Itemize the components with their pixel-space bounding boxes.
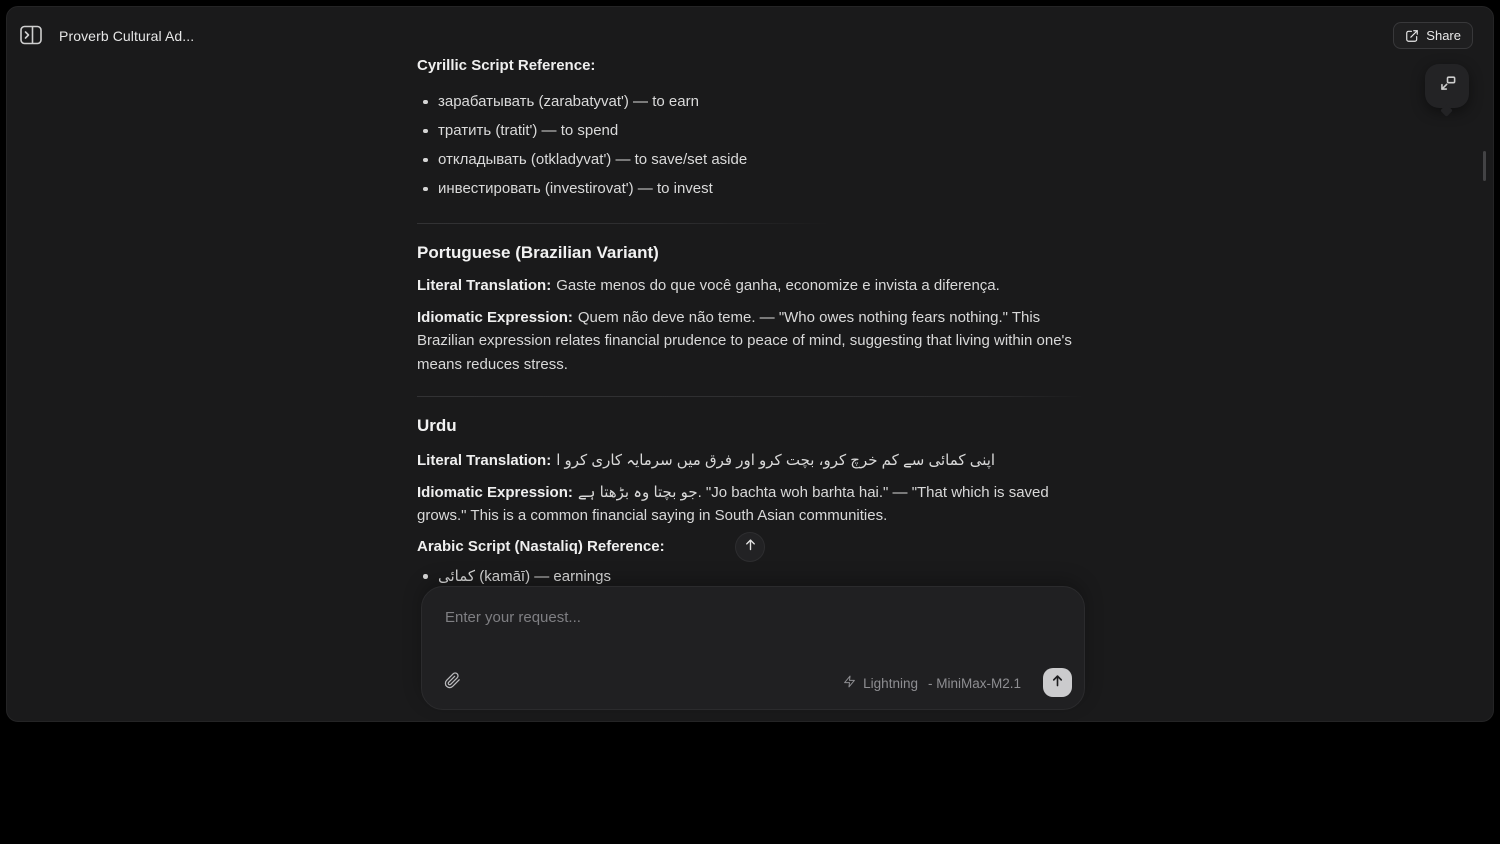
header <box>7 7 1493 61</box>
send-button[interactable] <box>1043 668 1072 697</box>
idiomatic-expression-label: Idiomatic Expression: <box>417 483 573 501</box>
document-content <box>417 55 1085 591</box>
portuguese-section-heading: Portuguese (Brazilian Variant) <box>417 243 659 262</box>
urdu-section-heading: Urdu <box>417 416 457 435</box>
arrow-up-icon <box>743 537 758 557</box>
idiomatic-expression-label: Idiomatic Expression: <box>417 308 573 326</box>
send-arrow-icon <box>1050 673 1065 693</box>
model-name-label: - MiniMax-M2.1 <box>927 675 1021 691</box>
idiomatic-expression-text: جو بچتا وہ بڑھتا ہے. "Jo bachta woh barhta hai." — "That which is saved grows." This is a common financial saying in South Asian communities. <box>417 483 1049 524</box>
cyrillic-reference-heading: Cyrillic Script Reference: <box>417 57 596 74</box>
share-icon <box>1405 29 1419 43</box>
page-title: Proverb Cultural Ad... <box>59 28 195 44</box>
urdu-literal-paragraph <box>417 449 1085 473</box>
composer <box>421 586 1085 710</box>
app-window <box>6 6 1494 722</box>
literal-translation-label: Literal Translation: <box>417 452 552 469</box>
model-speed-label: Lightning <box>863 675 918 691</box>
share-button[interactable] <box>1393 22 1473 49</box>
list-item: тратить (tratit') — to spend <box>417 116 1085 145</box>
popout-view-button[interactable] <box>1425 64 1469 108</box>
literal-translation-text: Gaste menos do que você ganha, economize e invista a diferença. <box>556 277 1000 294</box>
portuguese-idiomatic-paragraph <box>417 306 1085 377</box>
nastaliq-reference-heading: Arabic Script (Nastaliq) Reference: <box>417 537 665 555</box>
idiomatic-expression-text: Quem não deve não teme. — "Who owes nothing fears nothing." This Brazilian expression relates financial prudence to peace of mind, suggesting that living within one's means reduces stress. <box>417 308 1072 373</box>
cyrillic-word-list <box>417 87 1085 203</box>
portuguese-literal-paragraph <box>417 274 1085 298</box>
list-item: کمائی (kamāī) — earnings <box>417 562 1085 591</box>
request-input[interactable] <box>445 609 1061 649</box>
paperclip-icon <box>444 672 461 694</box>
attach-file-button[interactable] <box>438 668 467 697</box>
urdu-idiomatic-paragraph <box>417 481 1085 528</box>
model-selector[interactable] <box>843 675 1021 691</box>
section-divider <box>417 223 1085 224</box>
literal-translation-label: Literal Translation: <box>417 277 552 294</box>
list-item: зарабатывать (zarabatyvat') — to earn <box>417 87 1085 116</box>
section-divider <box>417 396 1085 397</box>
scrollbar-thumb[interactable] <box>1483 151 1486 181</box>
share-label: Share <box>1426 28 1461 43</box>
popout-corner-icon <box>1438 74 1457 98</box>
literal-translation-text: اپنی کمائی سے کم خرچ کرو، بچت کرو اور فرق میں سرمایہ کاری کرو ا <box>556 452 996 469</box>
sidebar-toggle-icon[interactable] <box>20 25 42 45</box>
list-item: откладывать (otkladyvat') — to save/set aside <box>417 145 1085 174</box>
list-item: инвестировать (investirovat') — to invest <box>417 174 1085 203</box>
scroll-to-top-button[interactable] <box>735 532 765 562</box>
lightning-icon <box>843 675 856 691</box>
